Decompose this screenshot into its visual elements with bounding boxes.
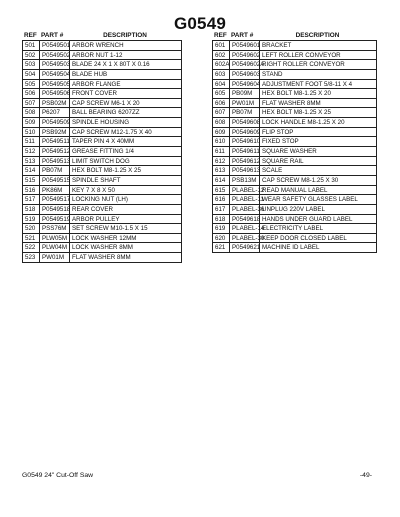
part-number-cell: P0549613: [232, 167, 261, 175]
part-number-cell: PSB92M: [40, 128, 70, 138]
table-body: [22, 40, 182, 263]
table-row: [213, 224, 377, 234]
ref-cell: 619: [213, 224, 230, 234]
description-cell: ARBOR NUT 1-12: [70, 51, 182, 61]
ref-cell: 608: [213, 118, 230, 128]
table-row: [213, 176, 377, 186]
description-cell: ARBOR FLANGE: [70, 80, 182, 90]
table-row: [213, 99, 377, 109]
header-description: DESCRIPTION: [295, 31, 340, 39]
part-number-cell: PLW04M: [40, 243, 70, 253]
part-number-cell: P0549501: [42, 42, 71, 49]
table-row: [23, 186, 182, 196]
ref-cell: 519: [23, 215, 40, 225]
part-number-cell: PLABEL-11: [232, 196, 264, 204]
description-cell: BLADE 24 X 1 X 80T X 0.16: [70, 60, 182, 70]
ref-cell: 507: [23, 99, 40, 109]
ref-cell: 616: [213, 195, 230, 205]
table-row: [23, 41, 182, 51]
ref-cell: 606: [213, 99, 230, 109]
description-cell: LOCK WASHER 8MM: [70, 243, 182, 253]
ref-cell: 516: [23, 186, 40, 196]
ref-cell: 603: [213, 70, 230, 80]
table-row: [23, 70, 182, 80]
description-cell: STAND: [260, 70, 377, 80]
table-row: [23, 80, 182, 90]
ref-cell: 602A: [215, 61, 230, 69]
description-cell: LOCK HANDLE M8-1.25 X 20: [260, 118, 377, 128]
description-cell: ELECTRICITY LABEL: [260, 224, 377, 234]
part-number-cell: P0549503: [42, 61, 71, 69]
description-cell: SQUARE RAIL: [260, 157, 377, 167]
table-row: [23, 176, 182, 186]
ref-cell: 515: [23, 176, 40, 186]
table-row: [213, 60, 377, 70]
description-cell: SET SCREW M10-1.5 X 15: [70, 224, 182, 234]
description-cell: GREASE FITTING 1/4: [70, 147, 182, 157]
description-cell: KEEP DOOR CLOSED LABEL: [260, 234, 377, 244]
part-number-cell: P0549515: [42, 176, 71, 184]
table-row: [213, 51, 377, 61]
part-number-cell: P0549602: [232, 51, 261, 59]
part-number-cell: P0549512: [42, 148, 71, 156]
ref-cell: 612: [213, 157, 230, 167]
ref-cell: 620: [213, 234, 230, 244]
description-cell: HANDS UNDER GUARD LABEL: [260, 215, 377, 225]
table-row: [23, 108, 182, 118]
part-number-cell: P0549513: [42, 157, 71, 165]
table-row: [213, 80, 377, 90]
ref-cell: 505: [23, 80, 40, 90]
ref-cell: 514: [23, 166, 40, 176]
part-number-cell: P0549517: [42, 196, 71, 204]
description-cell: MACHINE ID LABEL: [260, 243, 377, 253]
part-number-cell: P0549505: [42, 80, 71, 88]
table-row: [213, 108, 377, 118]
description-cell: REAR COVER: [70, 205, 182, 215]
description-cell: SPINDLE SHAFT: [70, 176, 182, 186]
table-row: [23, 147, 182, 157]
part-number-cell: P0549509: [42, 119, 71, 127]
table-row: [23, 215, 182, 225]
description-cell: CAP SCREW M6-1 X 20: [70, 99, 182, 109]
ref-cell: 520: [23, 224, 40, 234]
part-number-cell: PLABEL-36: [232, 205, 265, 213]
part-number-cell: P0549518: [42, 205, 71, 213]
part-number-cell: P6207: [40, 108, 70, 118]
table-row: [213, 137, 377, 147]
table-row: [23, 137, 182, 147]
part-number-cell: P0549506: [42, 90, 71, 98]
ref-cell: 501: [23, 41, 40, 51]
table-row: [23, 166, 182, 176]
description-cell: WEAR SAFETY GLASSES LABEL: [260, 195, 377, 205]
description-cell: LEFT ROLLER CONVEYOR: [260, 51, 377, 61]
table-row: [23, 89, 182, 99]
description-cell: FLAT WASHER 8MM: [260, 99, 377, 109]
description-cell: CAP SCREW M8-1.25 X 30: [260, 176, 377, 186]
description-cell: KEY 7 X 8 X 50: [70, 186, 182, 196]
ref-cell: 512: [23, 147, 40, 157]
table-row: [213, 234, 377, 244]
part-number-cell: PSS76M: [40, 224, 70, 234]
description-cell: TAPER PIN 4 X 40MM: [70, 137, 182, 147]
part-number-cell: P0549603: [232, 70, 261, 78]
part-number-cell: P0549504: [42, 70, 71, 78]
part-number-cell: P0549519: [42, 215, 71, 223]
ref-cell: 509: [23, 118, 40, 128]
description-cell: ARBOR WRENCH: [70, 41, 182, 51]
table-row: [23, 157, 182, 167]
ref-cell: 517: [23, 195, 40, 205]
table-body: [212, 40, 377, 253]
part-number-cell: PB07M: [230, 108, 260, 118]
ref-cell: 604: [213, 80, 230, 90]
description-cell: HEX BOLT M8-1.25 X 25: [70, 166, 182, 176]
part-number-cell: PLW05M: [40, 234, 70, 244]
part-number-cell: PSB13M: [230, 176, 260, 186]
part-number-cell: PW01M: [230, 99, 260, 109]
header-ref: REF: [24, 31, 37, 39]
ref-cell: 518: [23, 205, 40, 215]
table-row: [213, 157, 377, 167]
table-header: [22, 30, 182, 40]
ref-cell: 506: [23, 89, 40, 99]
part-number-cell: P0549621: [232, 244, 261, 252]
table-row: [213, 186, 377, 196]
table-row: [23, 99, 182, 109]
ref-cell: 504: [23, 70, 40, 80]
description-cell: FIXED STOP: [260, 137, 377, 147]
table-row: [213, 41, 377, 51]
description-cell: BRACKET: [260, 41, 377, 51]
ref-cell: 617: [213, 205, 230, 215]
table-row: [213, 215, 377, 225]
description-cell: ADJUSTMENT FOOT 5/8-11 X 4: [260, 80, 377, 90]
part-number-cell: PLABEL-30: [232, 234, 265, 242]
part-number-cell: P0549618: [232, 215, 261, 223]
description-cell: LIMIT SWITCH DOG: [70, 157, 182, 167]
table-row: [23, 234, 182, 244]
description-cell: LOCKING NUT (LH): [70, 195, 182, 205]
ref-cell: 602: [213, 51, 230, 61]
ref-cell: 611: [213, 147, 230, 157]
description-cell: RIGHT ROLLER CONVEYOR: [260, 60, 377, 70]
part-number-cell: PK86M: [40, 186, 70, 196]
table-row: [213, 205, 377, 215]
header-part: PART #: [41, 31, 64, 39]
description-cell: SPINDLE HOUSING: [70, 118, 182, 128]
ref-cell: 610: [213, 137, 230, 147]
table-row: [213, 195, 377, 205]
part-number-cell: PB07M: [40, 166, 70, 176]
table-row: [213, 147, 377, 157]
header-part: PART #: [231, 31, 254, 39]
description-cell: ARBOR PULLEY: [70, 215, 182, 225]
table-row: [23, 195, 182, 205]
header-description: DESCRIPTION: [103, 31, 147, 39]
part-number-cell: P0549502: [42, 51, 71, 59]
description-cell: LOCK WASHER 12MM: [70, 234, 182, 244]
ref-cell: 613: [213, 166, 230, 176]
part-number-cell: P0549511: [42, 138, 70, 146]
page-number: -49-: [359, 472, 372, 479]
description-cell: FLIP STOP: [260, 128, 377, 138]
ref-cell: 502: [23, 51, 40, 61]
ref-cell: 503: [23, 60, 40, 70]
table-row: [23, 118, 182, 128]
table-header: [212, 30, 377, 40]
description-cell: HEX BOLT M8-1.25 X 25: [260, 108, 377, 118]
description-cell: FLAT WASHER 8MM: [70, 253, 182, 263]
parts-table-right: [212, 30, 377, 253]
ref-cell: 510: [23, 128, 40, 138]
ref-cell: 521: [23, 234, 40, 244]
part-number-cell: P0549610: [232, 138, 261, 146]
table-row: [23, 253, 182, 263]
ref-cell: 522: [23, 243, 40, 253]
part-number-cell: PSB02M: [40, 99, 70, 109]
table-row: [23, 60, 182, 70]
description-cell: SCALE: [260, 166, 377, 176]
part-number-cell: P0549601: [232, 42, 261, 49]
description-cell: READ MANUAL LABEL: [260, 186, 377, 196]
ref-cell: 614: [213, 176, 230, 186]
part-number-cell: P0549608: [232, 119, 261, 127]
ref-cell: 605: [213, 89, 230, 99]
ref-cell: 523: [23, 253, 40, 263]
ref-cell: 618: [213, 215, 230, 225]
table-row: [23, 128, 182, 138]
footer-title: G0549 24" Cut-Off Saw: [22, 472, 94, 479]
ref-cell: 607: [213, 108, 230, 118]
table-row: [23, 205, 182, 215]
ref-cell: 621: [213, 243, 230, 253]
table-row: [213, 70, 377, 80]
description-cell: CAP SCREW M12-1.75 X 40: [70, 128, 182, 138]
description-cell: FRONT COVER: [70, 89, 182, 99]
table-row: [23, 224, 182, 234]
description-cell: UNPLUG 220V LABEL: [260, 205, 377, 215]
description-cell: BALL BEARING 6207ZZ: [70, 108, 182, 118]
ref-cell: 513: [23, 157, 40, 167]
ref-cell: 615: [213, 186, 230, 196]
table-row: [23, 243, 182, 253]
part-number-cell: P0549609: [232, 128, 261, 136]
parts-table-left: [22, 30, 182, 263]
part-number-cell: PW01M: [40, 253, 70, 263]
table-row: [213, 89, 377, 99]
table-row: [213, 118, 377, 128]
description-cell: BLADE HUB: [70, 70, 182, 80]
description-cell: SQUARE WASHER: [260, 147, 377, 157]
table-row: [213, 128, 377, 138]
ref-cell: 609: [213, 128, 230, 138]
table-row: [213, 166, 377, 176]
table-row: [213, 243, 377, 253]
part-number-cell: P0549612: [232, 157, 261, 165]
ref-cell: 511: [23, 137, 40, 147]
header-ref: REF: [214, 31, 227, 39]
page-title: G0549: [173, 14, 227, 33]
table-row: [23, 51, 182, 61]
description-cell: HEX BOLT M8-1.25 X 20: [260, 89, 377, 99]
part-number-cell: P0549602A: [232, 61, 265, 69]
part-number-cell: P0549611: [232, 148, 260, 156]
ref-cell: 601: [213, 41, 230, 51]
part-number-cell: PB09M: [230, 89, 260, 99]
part-number-cell: PLABEL-12: [232, 186, 265, 194]
ref-cell: 508: [23, 108, 40, 118]
part-number-cell: PLABEL-14: [232, 225, 265, 233]
part-number-cell: P0549604: [232, 80, 261, 88]
